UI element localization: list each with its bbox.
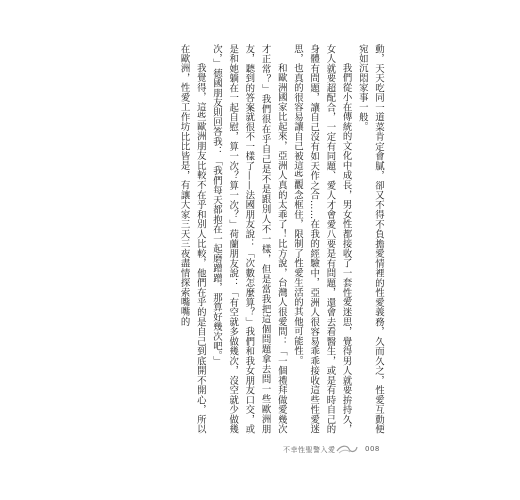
page-ornament-icon bbox=[335, 443, 359, 455]
paragraph: 和歐洲國家比起來，亞洲人真的太乖了！比方說，台灣人很愛問：「一個禮拜做愛幾次才正常？」我們很在乎自己是不是跟別人不一樣，但是當我把這個問題拿去問一些歐洲朋友，聽到的答案就很不一樣了——法國朋友說：「次數怎麼算？」我們和我女朋友口交，或是和她躺在一起自慰，算一次？算一次？」荷蘭朋友說：「有空就多做幾次，沒空就少做幾次，」德國朋友則回答我：「我們每天都抱在一起磨蹭蹭，那算好幾次吧。」 bbox=[210, 44, 287, 434]
running-title: 不幸性聖警入愛 bbox=[283, 446, 336, 454]
page-number: 008 bbox=[365, 445, 380, 453]
paragraph: 我們從小在傳統的文化中成長，男女性都接收了一套性愛迷思，覺得男人就要拚持久，女人就要超配合，一定有同題、愛人才會愛八要是有問題，還會去看醫生，或是有時自己的身體有問題，讓自己沒有如天作之合……在我的經驗中，亞洲人很容易乖乖接收這些性愛迷思，也真的很容易讓自己被這些觀念框住，限制了性愛生活的其他可能性。 bbox=[291, 44, 352, 434]
body-text bbox=[118, 44, 386, 434]
paragraph: 我覺得，這些歐洲朋友比較不在乎和別人比較，他們在乎的是自己到底開不開心，所以在歐洲，性愛工作坊比比皆是，有讓大家三天三夜盡情探索嘴嘴的 bbox=[178, 44, 206, 434]
paragraph: 動，天天吃同一道菜肯定會膩，卻又不得不負擔愛情裡的性愛義務，久而久之，性愛互動便宛如沉悶家事一般。 bbox=[356, 44, 384, 434]
page-footer bbox=[0, 442, 520, 462]
